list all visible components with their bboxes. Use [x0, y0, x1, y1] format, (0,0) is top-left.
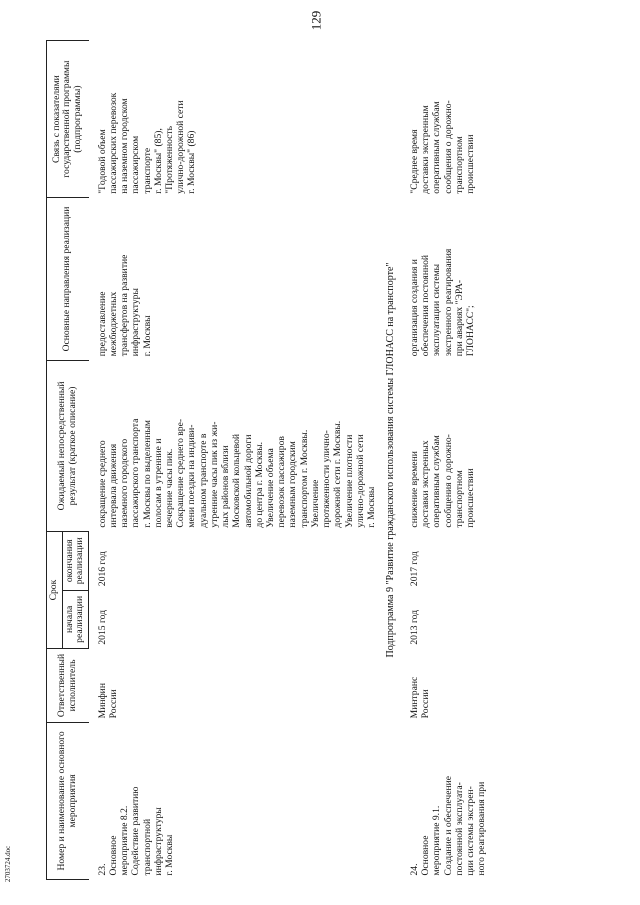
- section-title: Подпрограмма 9 "Развитие гражданского использования системы ГЛОНАСС на транспорте": [385, 262, 397, 658]
- row-24-start: 2013 год: [408, 609, 420, 645]
- page-number: 129: [308, 10, 324, 30]
- header-number-name: Номер и наименование основного мероприятия: [47, 722, 89, 879]
- row-24-name: Основное мероприятие 9.1. Создание и обеспечение постоянной эксплуата- ции системы экстрен- ного реагирования при: [420, 776, 488, 876]
- table-row: [89, 41, 381, 880]
- row-23-executor: Минфин России: [96, 683, 119, 719]
- row-23-cell-name: [89, 722, 381, 879]
- header-directions: Основные направления реализации: [47, 198, 89, 361]
- row-23-result: сокращение среднего интервала движения наземного городского пассажирского транспорта г. Москвы по выделенным полосам в утренние и вечерние часы пик. Сокращение среднего вре- мени поездки на индиви- дуальном транспорте в утренние часы пик из жи- лых районов вблизи Московской кольцевой автомобильной дороги до центра г. Москвы. Увеличение объема перевозок пассажиров наземным городским транспортом г. Москвы. Увеличение протяженности улично- дорожной сети г. Москвы. Увеличение плотности улично-дорожной сети г. Москвы: [96, 418, 377, 528]
- row-24-end: 2017 год: [408, 551, 420, 587]
- row-23-indicators: "Годовой объем пассажирских перевозок на наземном городском пассажирском транспорте г. Москвы" (85), "Протяженность улично-дорожной сети г. Москвы" (86): [96, 92, 198, 194]
- footer-document-code: 2703724.doc: [4, 845, 13, 883]
- row-24-result: снижение времени доставки экстренных оперативным службам сообщения о дорожно- транспортном происшествии: [408, 434, 476, 528]
- row-24-executor: Минтранс России: [408, 676, 432, 719]
- row-24-cell-name: [401, 722, 492, 879]
- header-term: Срок: [47, 532, 63, 649]
- rotated-document: [46, 40, 606, 880]
- table-body: [89, 41, 492, 880]
- section-row: [381, 41, 401, 880]
- row-24-directions: организация создания и обеспечения постоянной эксплуатации системы экстренного реагирования при авариях "ЭРА- ГЛОНАСС";: [408, 248, 476, 357]
- row-24-number: 24.: [408, 863, 420, 876]
- header-start: начала реализации: [62, 590, 88, 649]
- row-23-directions: предоставление межбюджетных трансфертов на развитие инфраструктуры г. Москвы: [96, 254, 153, 357]
- table-row: [401, 41, 492, 880]
- measures-table: [46, 40, 491, 880]
- table-header: [47, 41, 89, 880]
- row-23-number: 23.: [96, 863, 108, 876]
- row-23-name: Основное мероприятие 8.2. Содействие развитию транспортной инфраструктуры г. Москвы: [107, 786, 176, 876]
- row-24-indicators: "Среднее время доставки экстренным оперативным службам сообщения о дорожно- транспортном происшествии: [408, 100, 476, 194]
- header-indicators: Связь с показателями государственной программы (подпрограммы): [47, 41, 89, 198]
- header-result: Ожидаемый непосредственный результат (краткое описание): [47, 360, 89, 531]
- row-23-start: 2015 год: [97, 609, 109, 645]
- row-23-end: 2016 год: [97, 551, 109, 587]
- header-executor: Ответственный исполнитель: [47, 649, 89, 723]
- header-end: окончания реализации: [62, 532, 88, 591]
